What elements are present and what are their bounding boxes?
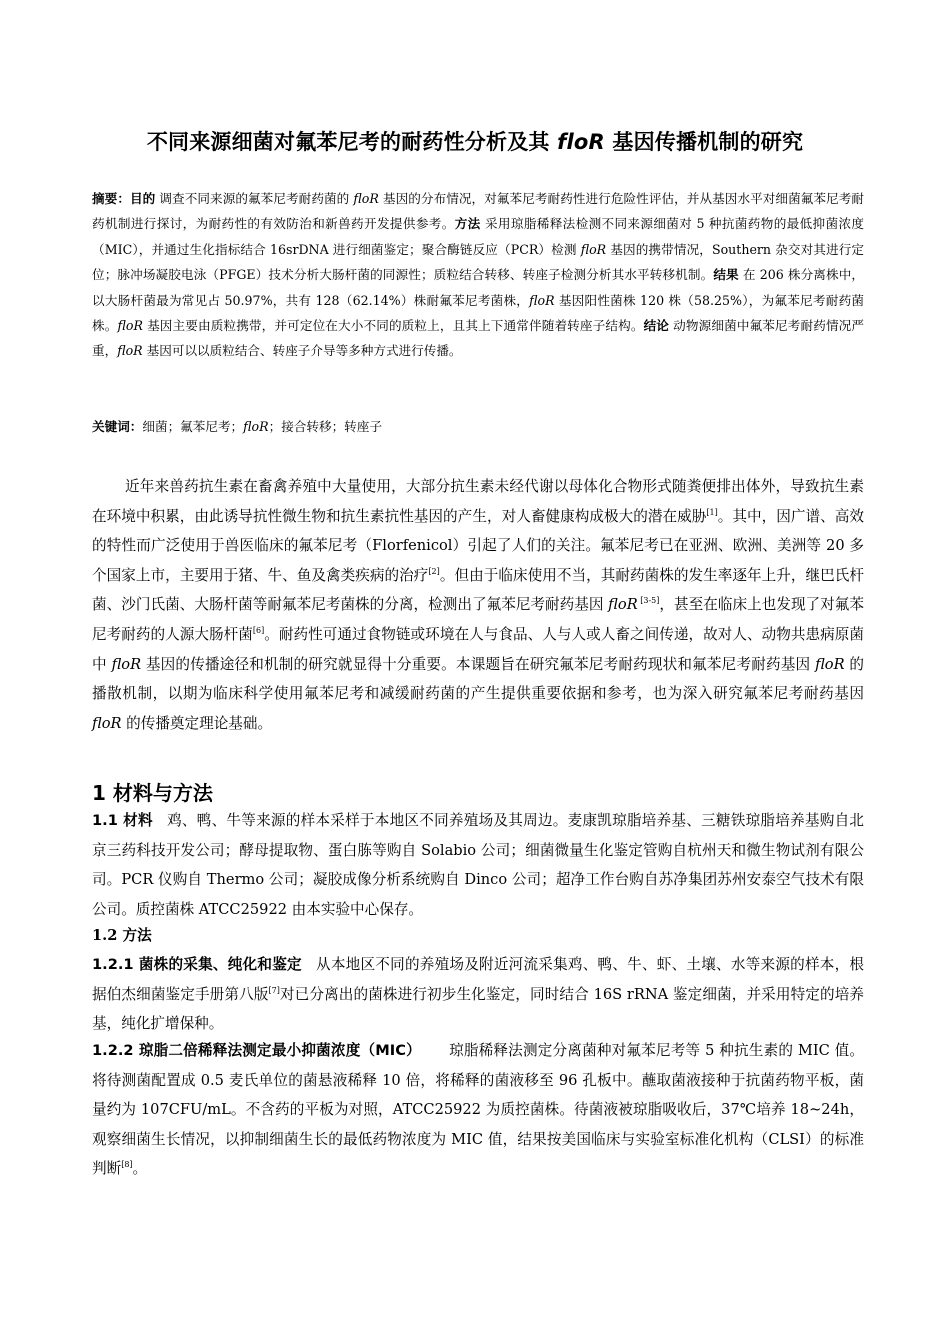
gene-name: floR — [608, 596, 638, 614]
methods-label: 方法 — [454, 216, 481, 232]
section-text: 琼脂稀释法测定分离菌种对氟苯尼考等 5 种抗生素的 MIC 值。将待测菌配置成 0.5 麦氏单位的菌悬液稀释 10 倍，将稀释的菌液移至 96 孔板中。蘸取菌液接种于抗菌药物平板，菌量约为 107CFU/mL。不含药的平板为对照，ATCC25922 为质控菌株。待菌液被琼脂吸收后，37℃培养 18~24h，观察细菌生长情况，以抑制细菌生长的最低药物浓度为 MIC 值，结果按美国临床与实验室标准化机构（CLSI）的标准判断 — [92, 1042, 865, 1178]
subsection-label: 1.2.2 琼脂二倍稀释法测定最小抑菌浓度（MIC） — [92, 1042, 421, 1059]
section-1-1 — [92, 806, 864, 924]
gene-name: floR — [111, 655, 142, 673]
citation: [7] — [268, 985, 280, 995]
keywords-text: 细菌；氟苯尼考； — [142, 419, 244, 434]
gene-name: floR — [92, 714, 122, 732]
citation: [2] — [428, 566, 440, 576]
section-1-2-1 — [92, 950, 864, 1039]
abstract-methods-text: 采用琼脂稀释法检测不同来源细菌对 5 种抗菌药物的最低抑菌浓度（MIC），并通过生化指标结合 16srDNA 进行细菌鉴定；聚合酶链反应（PCR）检测 — [92, 216, 865, 257]
conclusion-label: 结论 — [643, 318, 670, 334]
gene-name: floR — [117, 343, 143, 359]
abstract-conclusion-text: 动物源细菌中氟苯尼考耐药情况严重， — [92, 318, 865, 359]
subsection-label: 1.1 材料 — [92, 812, 153, 829]
section-text: 从本地区不同的养殖场及附近河流采集鸡、鸭、牛、虾、土壤、水等来源的样本，根据伯杰细菌鉴定手册第八版 — [92, 956, 864, 1003]
subsection-heading: 1.2 方法 — [92, 927, 152, 944]
subsection-label: 1.2.1 菌株的采集、纯化和鉴定 — [92, 956, 302, 973]
abstract-results-text: 在 206 株分离株中，以大肠杆菌最为常见占 50.97%，共有 128（62.14%）株耐氟苯尼考菌株， — [92, 267, 865, 308]
abstract-conclusion-text: 基因可以以质粒结合、转座子介导等多种方式进行传播。 — [142, 343, 462, 359]
intro-text: 近年来兽药抗生素在畜禽养殖中大量使用，大部分抗生素未经代谢以母体化合物形式随粪便排出体外，导致抗生素在环境中积累，由此诱导抗性微生物和抗生素抗性基因的产生，对人畜健康构成极大的潜在威胁 — [92, 478, 864, 525]
introduction-paragraph — [92, 472, 864, 738]
abstract-label: 摘要： — [92, 191, 130, 206]
gene-name: floR — [117, 318, 143, 334]
abstract-results-text: 基因主要由质粒携带，并可定位在大小不同的质粒上，且其上下通常伴随着转座子结构。 — [142, 318, 644, 334]
section-heading: 1 材料与方法 — [92, 781, 213, 805]
title-prefix: 不同来源细菌对氟苯尼考的耐药性分析及其 — [146, 130, 558, 154]
intro-text: 。耐药性可通过食物链或环境在人与食品、人与人或人畜之间传递，故对人、动物共患病原菌中 — [92, 625, 864, 673]
abstract — [92, 186, 864, 364]
section-text: 鸡、鸭、牛等来源的样本采样于本地区不同养殖场及其周边。麦康凯琼脂培养基、三糖铁琼脂培养基购自北京三药科技开发公司；酵母提取物、蛋白胨等购自 Solabio 公司；细菌微量生化鉴定管购自杭州天和微生物试剂有限公司。PCR 仪购自 Thermo 公司；凝胶成像分析系统购自 Dinco 公司；超净工作台购自苏净集团苏州安泰空气技术有限公司。质控菌株 ATCC25922 由本实验中心保存。 — [92, 812, 864, 918]
title-suffix: 基因传播机制的研究 — [604, 130, 804, 154]
citation: [8] — [121, 1160, 133, 1170]
keywords — [92, 414, 864, 439]
abstract-objective-text: 基因的分布情况，对氟苯尼考耐药性进行危险性评估，并从基因水平对细菌氟苯尼考耐药机制进行探讨，为耐药性的有效防治和新兽药开发提供参考。 — [92, 191, 864, 232]
intro-text: 。其中，因广谱、高效的特性而广泛使用于兽医临床的氟苯尼考（Florfenicol）引起了人们的关注。氟苯尼考已在亚洲、欧洲、美洲等 20 多个国家上市，主要用于猪、牛、鱼及禽类疾病的治疗 — [92, 507, 864, 584]
section-1-2-2 — [92, 1036, 864, 1184]
results-label: 结果 — [713, 267, 739, 283]
gene-name: floR — [580, 241, 607, 257]
gene-name: floR — [243, 419, 269, 434]
objective-label: 目的 — [129, 191, 156, 206]
intro-text: 。但由于临床使用不当，其耐药菌株的发生率逐年上升，继巴氏杆菌、沙门氏菌、大肠杆菌等耐氟苯尼考菌株的分离，检测出了氟苯尼考耐药基因 — [92, 566, 864, 614]
abstract-objective-text: 调查不同来源的氟苯尼考耐药菌的 — [155, 191, 354, 206]
section-text: 。 — [132, 1160, 148, 1178]
intro-text: 基因的传播途径和机制的研究就显得十分重要。本课题旨在研究氟苯尼考耐药现状和氟苯尼考耐药基因 — [141, 655, 816, 673]
intro-text: ，甚至在临床上也发现了对氟苯尼考耐药的人源大肠杆菌 — [92, 596, 864, 643]
citation: [1] — [706, 507, 718, 517]
intro-text: 的播散机制，以期为临床科学使用氟苯尼考和减缓耐药菌的产生提供重要依据和参考，也为深入研究氟苯尼考耐药基因 — [92, 655, 864, 703]
intro-text: 的传播奠定理论基础。 — [121, 714, 273, 732]
gene-name: floR — [529, 292, 555, 308]
section-text: 对已分离出的菌株进行初步生化鉴定，同时结合 16S rRNA 鉴定细菌，并采用特定的培养基，纯化扩增保种。 — [92, 985, 864, 1033]
keywords-text: ；接合转移；转座子 — [268, 419, 382, 434]
abstract-results-text: 基因阳性菌株 120 株（58.25%），为氟苯尼考耐药菌株。 — [92, 292, 864, 334]
citation: [3-5] — [637, 596, 660, 606]
title-gene: floR — [557, 130, 605, 154]
keywords-label: 关键词： — [92, 419, 143, 434]
gene-name: floR — [353, 191, 379, 206]
citation: [6] — [252, 626, 265, 636]
abstract-methods-text: 基因的携带情况，Southern 杂交对其进行定位；脉冲场凝胶电泳（PFGE）技术分析大肠杆菌的同源性；质粒结合转移、转座子检测分析其水平转移机制。 — [92, 241, 864, 283]
paper-title — [0, 126, 950, 156]
gene-name: floR — [815, 655, 845, 673]
